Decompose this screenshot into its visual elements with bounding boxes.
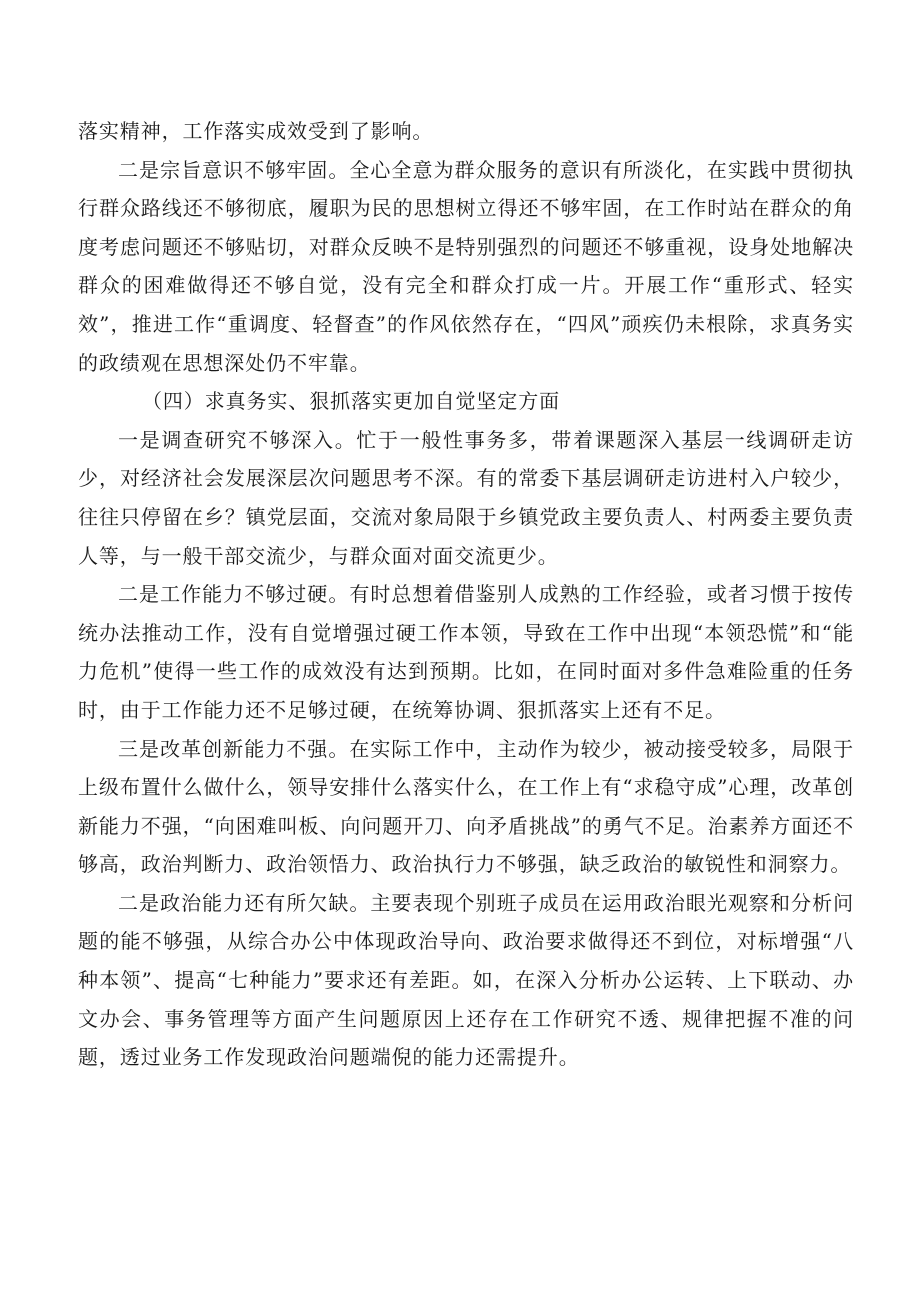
paragraph-reform-innovation: 三是改革创新能力不强。在实际工作中，主动作为较少，被动接受较多，局限于上级布置什么做什么，领导安排什么落实什么，在工作上有“求稳守成”心理，改革创新能力不强，“向困难叫板、向问题开刀、向矛盾挑战”的勇气不足。治素养方面还不够高，政治判断力、政治领悟力、政治执行力不够强，缺乏政治的敏锐性和洞察力。	[78, 736, 854, 877]
paragraph-work-ability: 二是工作能力不够过硬。有时总想着借鉴别人成熟的工作经验，或者习惯于按传统办法推动工作，没有自觉增强过硬工作本领，导致在工作中出现“本领恐慌”和“能力危机”使得一些工作的成效没有达到预期。比如，在同时面对多件急难险重的任务时，由于工作能力还不足够过硬，在统筹协调、狠抓落实上还有不足。	[78, 582, 854, 722]
paragraph-purpose-awareness: 二是宗旨意识不够牢固。全心全意为群众服务的意识有所淡化，在实践中贯彻执行群众路线还不够彻底，履职为民的思想树立得还不够牢固，在工作时站在群众的角度考虑问题还不够贴切，对群众反映不是特别强烈的问题还不够重视，设身处地解决群众的困难做得还不够自觉，没有完全和群众打成一片。开展工作“重形式、轻实效”，推进工作“重调度、轻督查”的作风依然存在，“四风”顽疾仍未根除，求真务实的政绩观在思想深处仍不牢靠。	[78, 157, 854, 375]
paragraph-investigation-research: 一是调查研究不够深入。忙于一般性事务多，带着课题深入基层一线调研走访少，对经济社会发展深层次问题思考不深。有的常委下基层调研走访进村入户较少，往往只停留在乡？镇党层面，交流对象局限于乡镇党政主要负责人、村两委主要负责人等，与一般干部交流少，与群众面对面交流更少。	[78, 427, 854, 568]
document-body	[78, 112, 854, 1077]
paragraph-continuation: 落实精神，工作落实成效受到了影响。	[78, 119, 434, 143]
paragraph-political-ability: 二是政治能力还有所欠缺。主要表现个别班子成员在运用政治眼光观察和分析问题的能不够强，从综合办公中体现政治导向、政治要求做得还不到位，对标增强“八种本领”、提高“七种能力”要求还有差距。如，在深入分析办公运转、上下联动、办文办会、事务管理等方面产生问题原因上还存在工作研究不透、规律把握不准的问题，透过业务工作发现政治问题端倪的能力还需提升。	[78, 890, 854, 1070]
section-heading-four: （四）求真务实、狠抓落实更加自觉坚定方面	[142, 389, 560, 414]
